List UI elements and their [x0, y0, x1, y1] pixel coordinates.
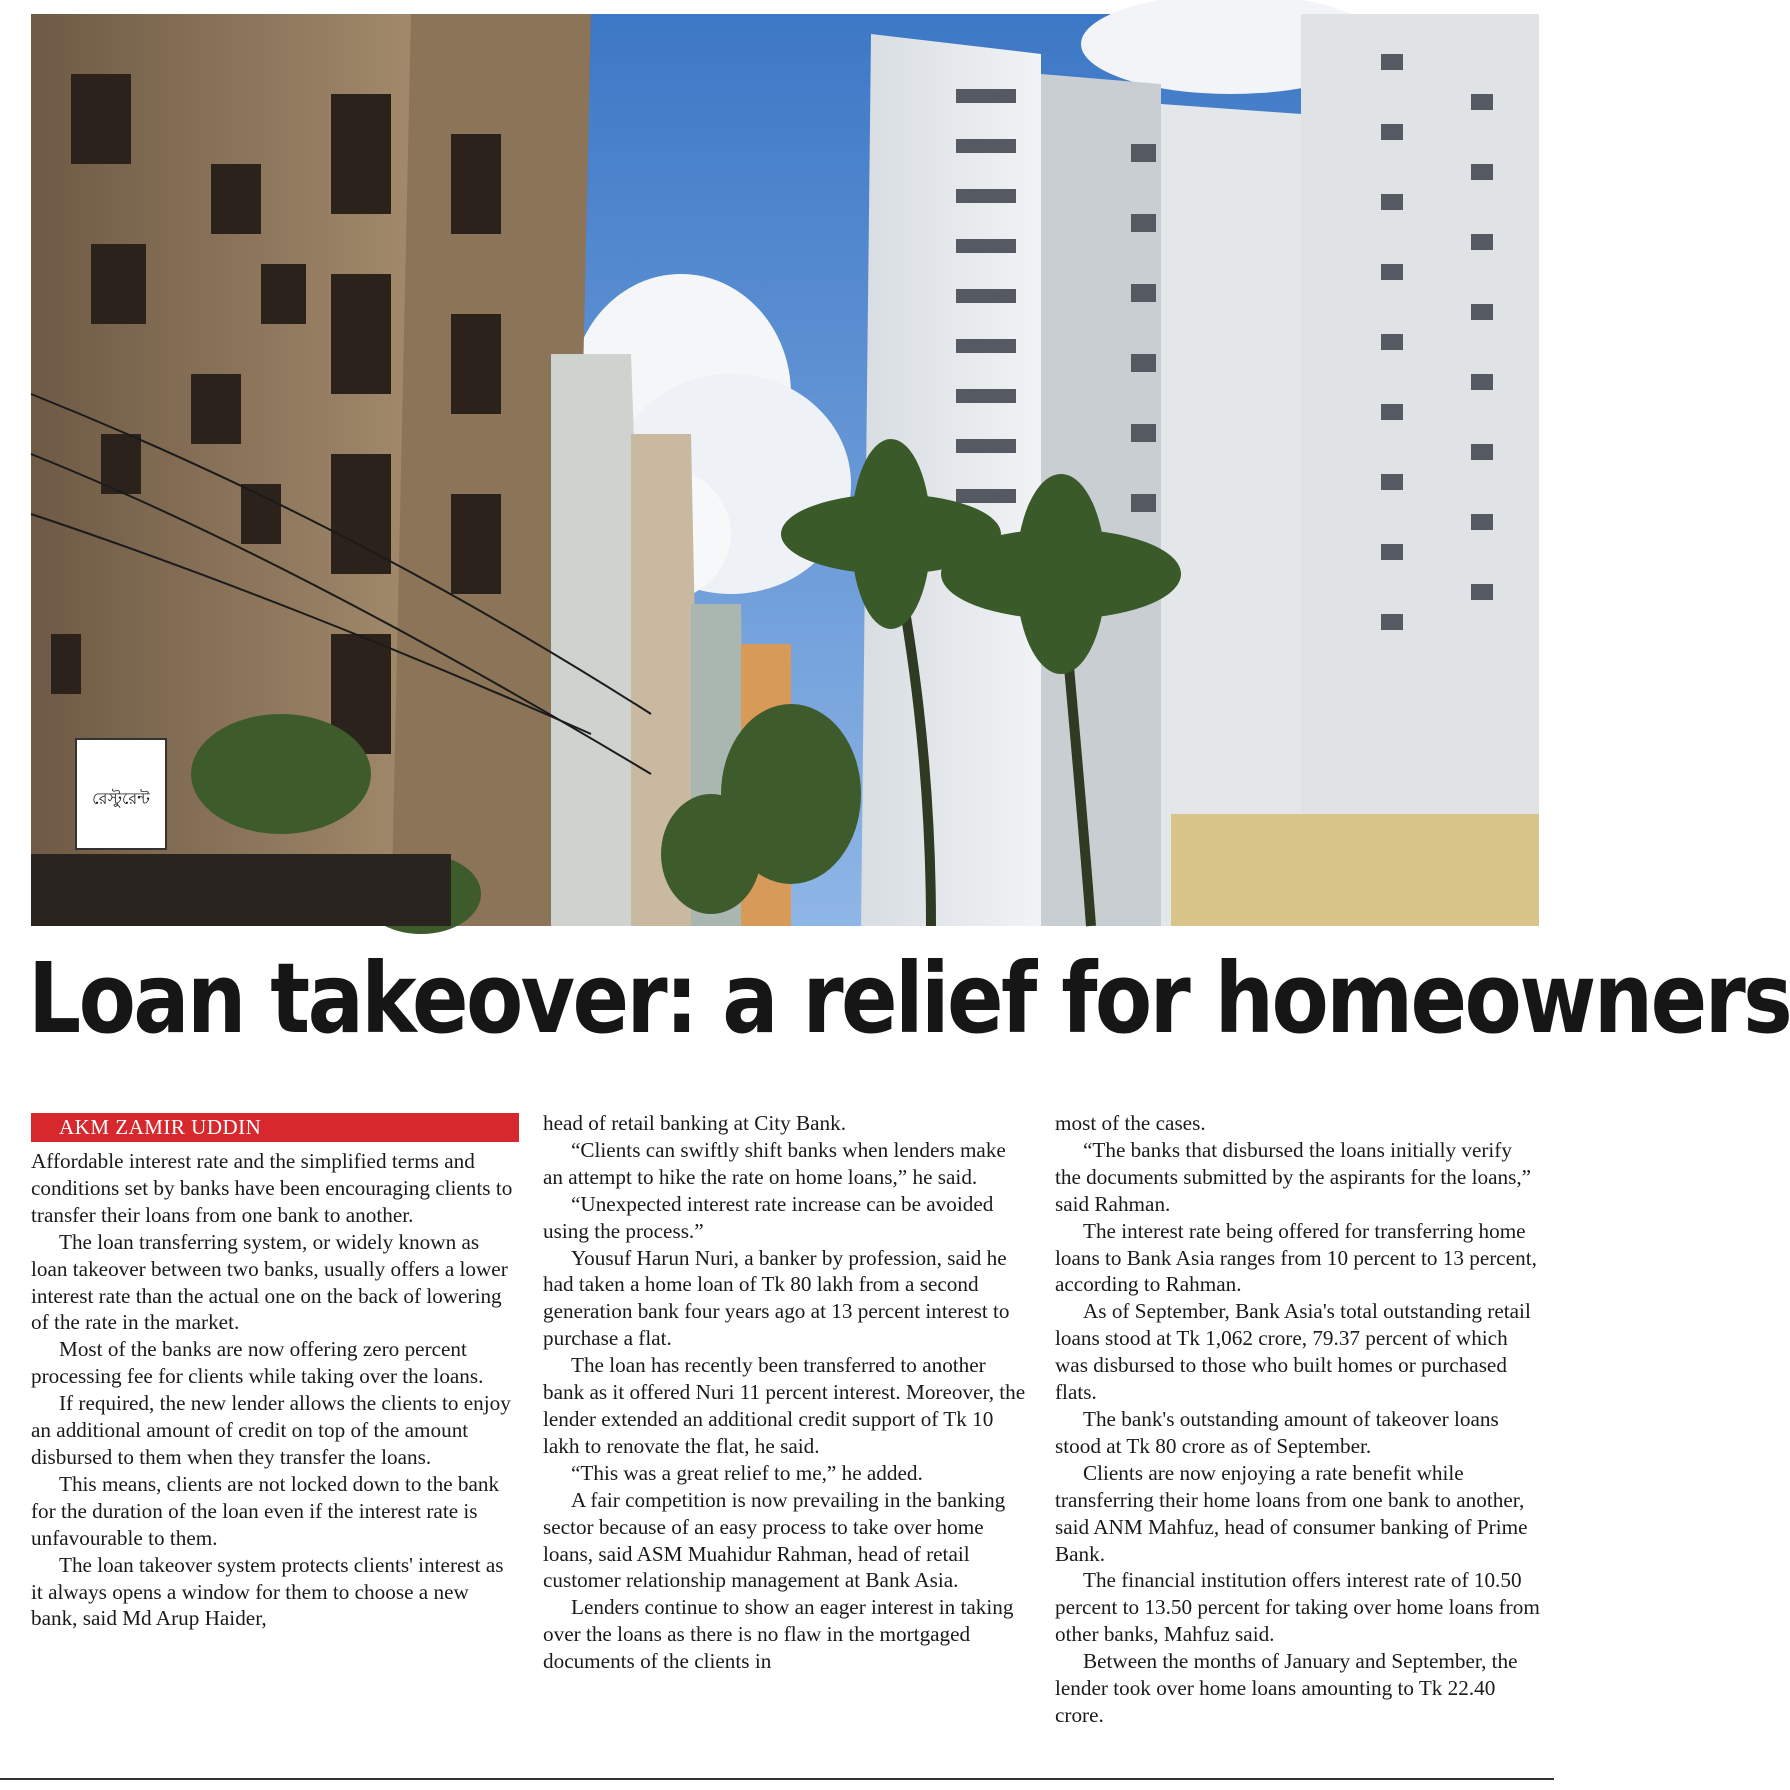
- paragraph: “This was a great relief to me,” he added.: [571, 1460, 923, 1485]
- paragraph: Yousuf Harun Nuri, a banker by profession, said he had taken a home loan of Tk 80 lakh from a second generation bank four years ago at 13 percent interest to purchase a flat.: [543, 1245, 1010, 1351]
- paragraph: If required, the new lender allows the clients to enjoy an additional amount of credit on top of the amount disbursed to them when they transfer the loans.: [31, 1391, 511, 1469]
- sign-text: রেস্টুরেন্ট: [92, 789, 150, 808]
- bottom-rule: [0, 1778, 1554, 1780]
- column-2: [543, 1110, 1031, 1675]
- paragraph: The bank's outstanding amount of takeover loans stood at Tk 80 crore as of September.: [1055, 1406, 1499, 1458]
- paragraph: This means, clients are not locked down to the bank for the duration of the loan even if the interest rate is unfavourable to them.: [31, 1471, 500, 1550]
- paragraph: The loan takeover system protects clients' interest as it always opens a window for them to choose a new bank, said Md Arup Haider,: [31, 1552, 504, 1631]
- article-photo: [31, 14, 1539, 926]
- paragraph: Between the months of January and September, the lender took over home loans amounting to Tk 22.40 crore.: [1055, 1649, 1518, 1727]
- paragraph: Affordable interest rate and the simplified terms and conditions set by banks have been encouraging clients to transfer their loans from one bank to another.: [31, 1149, 513, 1227]
- paragraph: “Unexpected interest rate increase can be avoided using the process.”: [543, 1191, 994, 1243]
- paragraph: “The banks that disbursed the loans initially verify the documents submitted by the aspirants for the loans,” said Rahman.: [1055, 1137, 1532, 1216]
- column-1: [31, 1110, 519, 1632]
- paragraph: Lenders continue to show an eager interest in taking over the loans as there is no flaw in the mortgaged documents of the clients in: [543, 1595, 1014, 1674]
- paragraph: A fair competition is now prevailing in the banking sector because of an easy process to take over home loans, said ASM Muahidur Rahman, head of retail customer relationship management at Bank Asia.: [543, 1487, 1006, 1593]
- paragraph: most of the cases.: [1055, 1111, 1206, 1135]
- paragraph: “Clients can swiftly shift banks when lenders make an attempt to hike the rate on home loans,” he said.: [543, 1137, 1006, 1189]
- paragraph: The interest rate being offered for transferring home loans to Bank Asia ranges from 10 percent to 13 percent, according to Rahman.: [1055, 1218, 1537, 1297]
- paragraph: As of September, Bank Asia's total outstanding retail loans stood at Tk 1,062 crore, 79.37 percent of which was disbursed to those who built homes or purchased flats.: [1055, 1299, 1531, 1405]
- paragraph: Clients are now enjoying a rate benefit while transferring their home loans from one bank to another, said ANM Mahfuz, head of consumer banking of Prime Bank.: [1055, 1460, 1528, 1566]
- headline: Loan takeover: a relief for homeowners: [28, 942, 1790, 1055]
- paragraph: Most of the banks are now offering zero percent processing fee for clients while taking over the loans.: [31, 1337, 484, 1389]
- byline: AKM ZAMIR UDDIN: [31, 1113, 519, 1142]
- paragraph: The loan transferring system, or widely known as loan takeover between two banks, usually offers a lower interest rate than the actual one on the back of lowering of the rate in the market.: [31, 1229, 508, 1335]
- paragraph: The loan has recently been transferred to another bank as it offered Nuri 11 percent interest. Moreover, the lender extended an additional credit support of Tk 10 lakh to renovate the flat, he said.: [543, 1353, 1026, 1458]
- paragraph: The financial institution offers interest rate of 10.50 percent to 13.50 percent for taking over home loans from other banks, Mahfuz said.: [1055, 1568, 1540, 1647]
- paragraph: head of retail banking at City Bank.: [543, 1111, 847, 1135]
- article-body: [31, 1110, 1539, 1760]
- photo-icon: [31, 14, 1539, 926]
- column-3: [1055, 1110, 1543, 1729]
